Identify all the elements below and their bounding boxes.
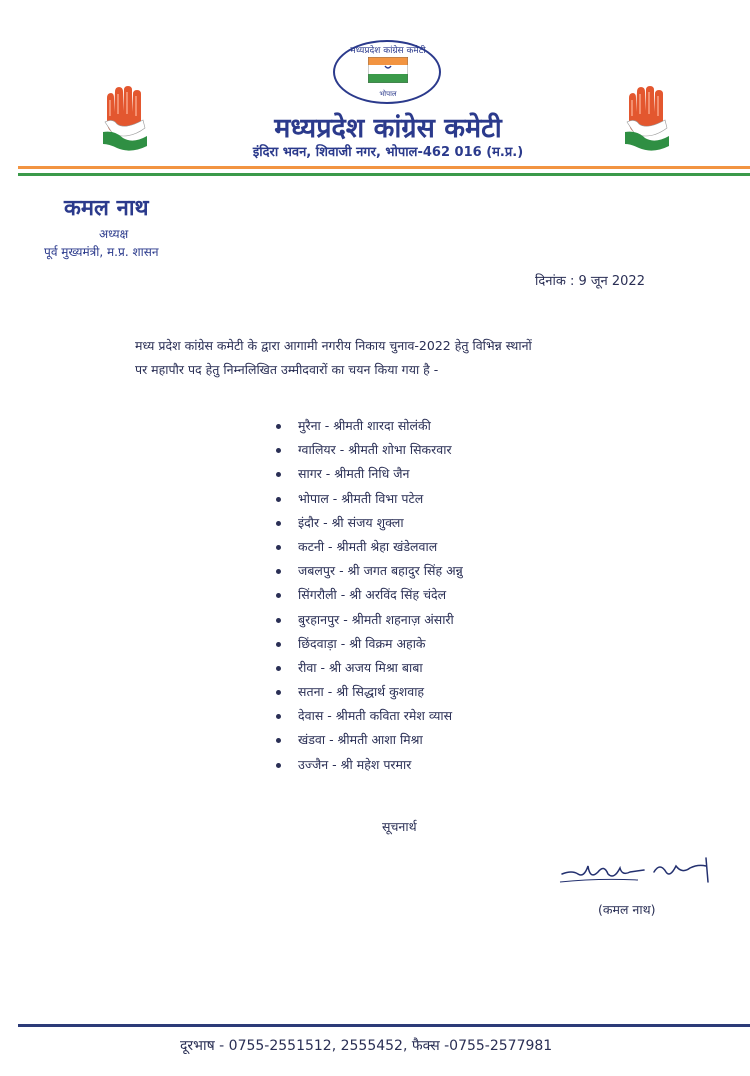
seal-top-text: मध्यप्रदेश कांग्रेस कमेटी <box>350 46 426 56</box>
footer-rule <box>18 1024 750 1027</box>
bullet-icon <box>276 424 281 429</box>
candidate-text: उज्जैन - श्री महेश परमार <box>298 756 412 772</box>
bullet-icon <box>276 714 281 719</box>
list-item <box>276 680 463 704</box>
sender-role: अध्यक्ष <box>99 227 129 241</box>
candidate-text: इंदौर - श्री संजय शुक्ला <box>298 514 404 530</box>
candidate-text: देवास - श्रीमती कविता रमेश व्यास <box>298 708 453 724</box>
organization-name: मध्यप्रदेश कांग्रेस कमेटी <box>274 113 502 144</box>
candidate-text: सागर - श्रीमती निधि जैन <box>298 466 410 482</box>
candidate-text: छिंदवाड़ा - श्री विक्रम अहाके <box>298 635 426 651</box>
footer-contact: दूरभाष - 0755-2551512, 2555452, फैक्स -0755-2577981 <box>180 1038 553 1054</box>
candidate-text: खंडवा - श्रीमती आशा मिश्रा <box>298 732 423 748</box>
congress-hand-logo-icon <box>625 86 669 154</box>
list-item <box>276 559 463 583</box>
bullet-icon <box>276 448 281 453</box>
bullet-icon <box>276 593 281 598</box>
bullet-icon <box>276 738 281 743</box>
bullet-icon <box>276 763 281 768</box>
list-item <box>276 704 463 728</box>
list-item <box>276 728 463 752</box>
candidate-text: बुरहानपुर - श्रीमती शहनाज़ अंसारी <box>298 611 454 627</box>
intro-paragraph <box>135 334 680 382</box>
candidate-text: जबलपुर - श्री जगत बहादुर सिंह अन्नु <box>298 563 463 579</box>
bullet-icon <box>276 545 281 550</box>
handwritten-signature <box>558 852 714 888</box>
list-item <box>276 753 463 777</box>
list-item <box>276 414 463 438</box>
candidate-list <box>276 414 463 777</box>
bullet-icon <box>276 569 281 574</box>
header-rule-green <box>18 173 750 176</box>
bullet-icon <box>276 666 281 671</box>
congress-hand-logo-icon <box>103 86 147 154</box>
letter-date: दिनांक : 9 जून 2022 <box>535 274 645 289</box>
list-item <box>276 511 463 535</box>
list-item <box>276 608 463 632</box>
bullet-icon <box>276 618 281 623</box>
bullet-icon <box>276 642 281 647</box>
candidate-text: भोपाल - श्रीमती विभा पटेल <box>298 490 424 506</box>
bullet-icon <box>276 690 281 695</box>
candidate-text: कटनी - श्रीमती श्रेहा खंडेलवाल <box>298 538 438 554</box>
list-item <box>276 462 463 486</box>
flag-icon <box>368 57 408 83</box>
seal-bottom-text: भोपाल <box>379 90 397 98</box>
candidate-text: मुरैना - श्रीमती शारदा सोलंकी <box>298 418 431 433</box>
organization-address: इंदिरा भवन, शिवाजी नगर, भोपाल-462 016 (म.प्र.) <box>252 145 524 160</box>
candidate-text: रीवा - श्री अजय मिश्रा बाबा <box>298 659 423 675</box>
list-item <box>276 583 463 607</box>
for-information-note: सूचनार्थ <box>382 819 417 834</box>
sender-name: कमल नाथ <box>64 195 149 221</box>
intro-line-1: मध्य प्रदेश कांग्रेस कमेटी के द्वारा आगामी नगरीय निकाय चुनाव-2022 हेतु विभिन्न स्थानों <box>135 338 532 353</box>
candidate-text: सतना - श्री सिद्धार्थ कुशवाह <box>298 684 425 700</box>
candidate-text: ग्वालियर - श्रीमती शोभा सिकरवार <box>298 442 452 458</box>
bullet-icon <box>276 472 281 477</box>
sender-title: पूर्व मुख्यमंत्री, म.प्र. शासन <box>44 245 159 259</box>
list-item <box>276 632 463 656</box>
bullet-icon <box>276 497 281 502</box>
candidate-text: सिंगरौली - श्री अरविंद सिंह चंदेल <box>298 587 447 603</box>
list-item <box>276 487 463 511</box>
list-item <box>276 656 463 680</box>
bullet-icon <box>276 521 281 526</box>
intro-line-2: पर महापौर पद हेतु निम्नलिखित उम्मीदवारों का चयन किया गया है - <box>135 362 439 377</box>
list-item <box>276 535 463 559</box>
list-item <box>276 438 463 462</box>
signatory-name: (कमल नाथ) <box>598 902 656 917</box>
